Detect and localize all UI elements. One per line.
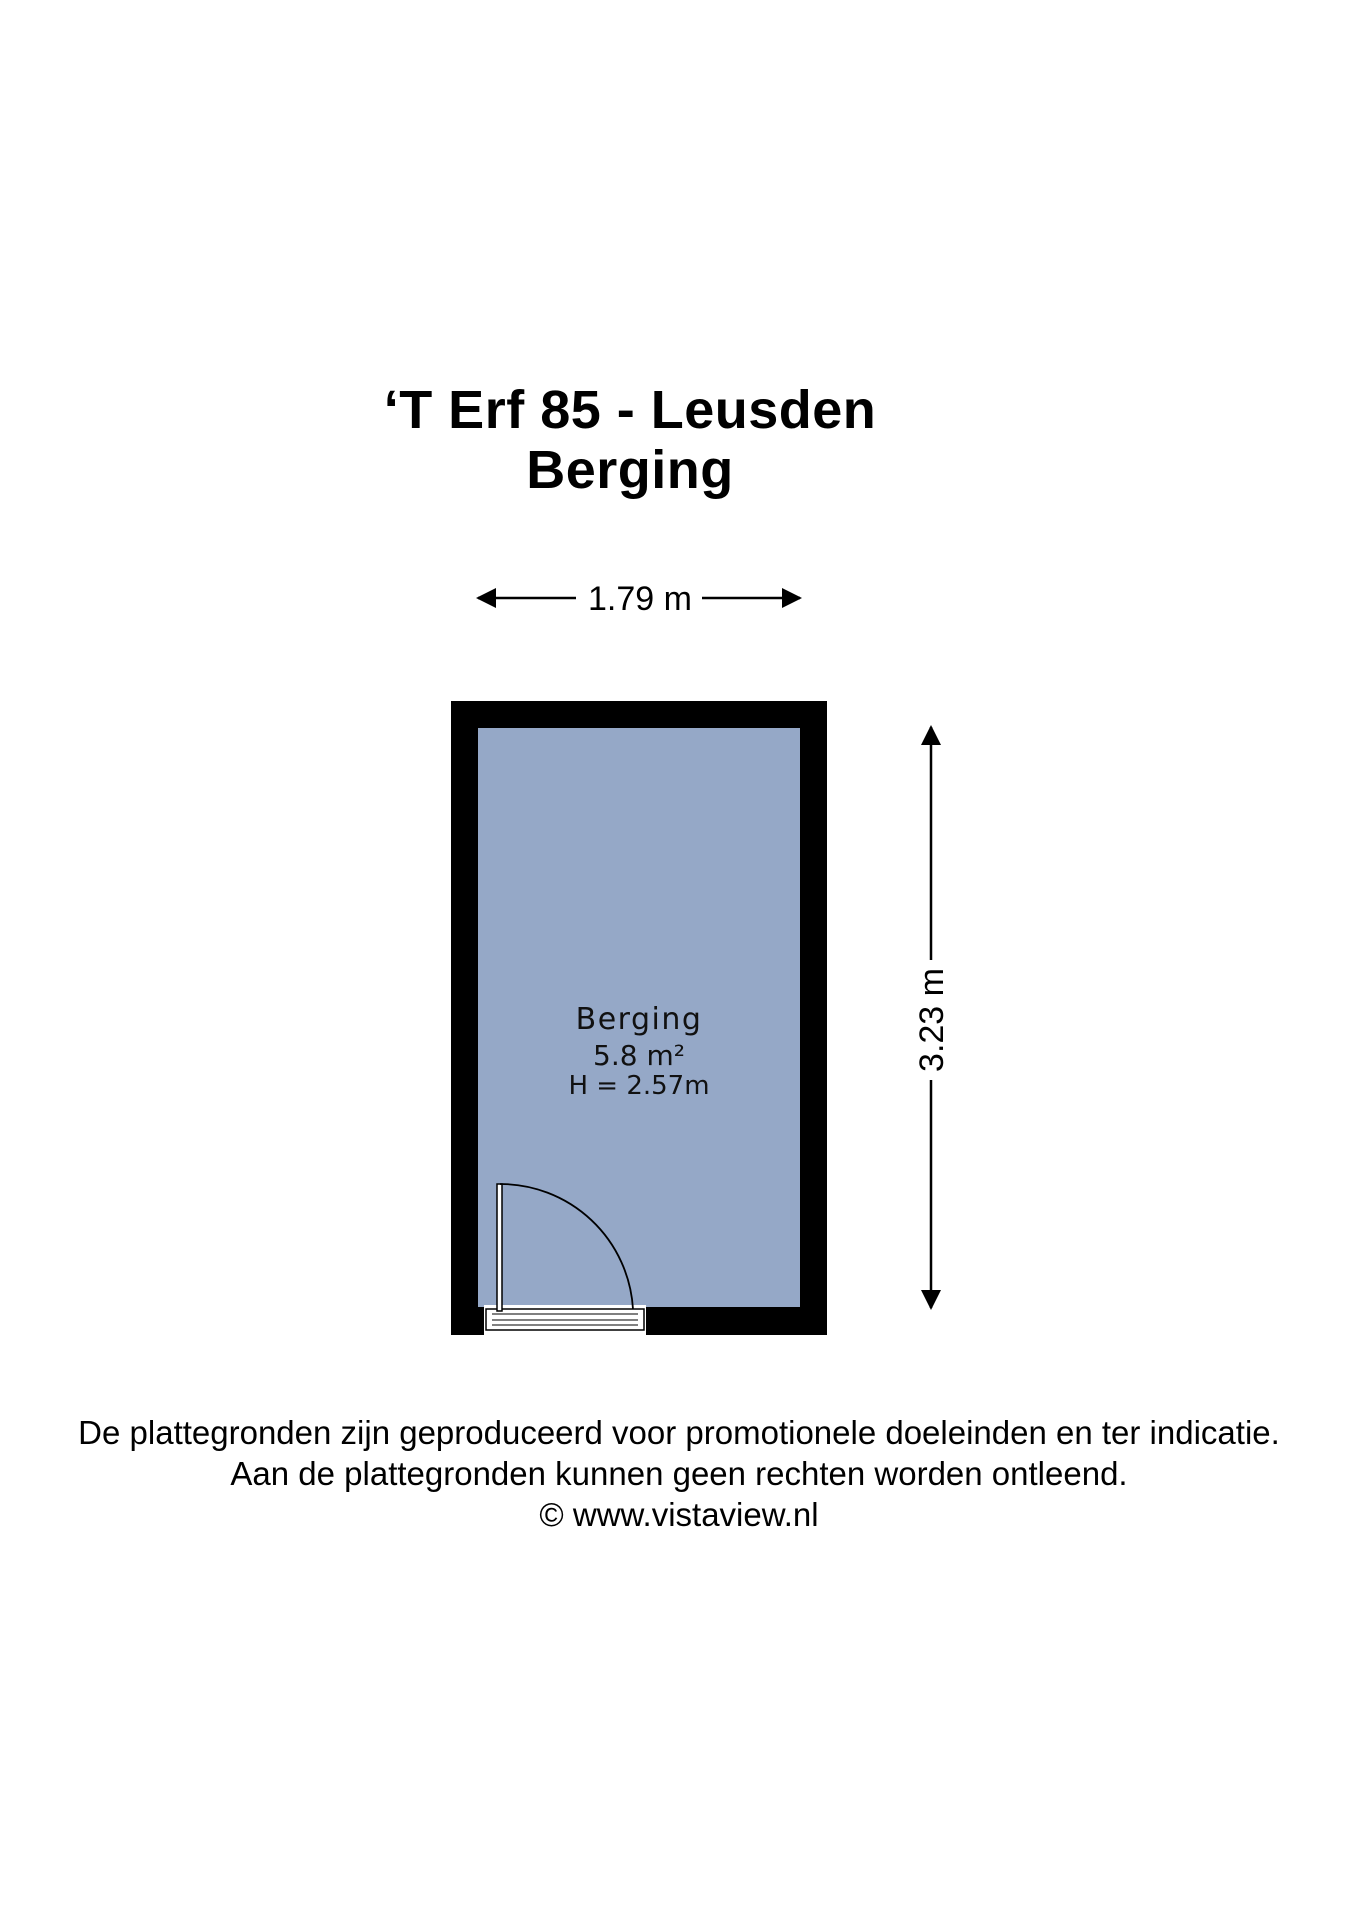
- room-height: H = 2.57m: [568, 1071, 710, 1101]
- room-name: Berging: [575, 1002, 703, 1037]
- disclaimer-line: Aan de plattegronden kunnen geen rechten worden ontleend.: [230, 1455, 1128, 1492]
- room-area: 5.8 m²: [593, 1039, 685, 1072]
- width-dimension: [478, 580, 800, 618]
- width-dimension-label: 1.79 m: [588, 580, 692, 618]
- disclaimer-line: De plattegronden zijn geproduceerd voor promotionele doeleinden en ter indicatie.: [78, 1414, 1280, 1451]
- plan-title-address: ‘T Erf 85 - Leusden: [383, 380, 877, 440]
- door-leaf: [497, 1184, 502, 1311]
- copyright-line: © www.vistaview.nl: [539, 1496, 819, 1533]
- disclaimer: [0, 1412, 1358, 1535]
- height-dimension: [913, 727, 951, 1308]
- plan-title-room: Berging: [526, 440, 734, 500]
- height-dimension-label: 3.23 m: [913, 968, 951, 1072]
